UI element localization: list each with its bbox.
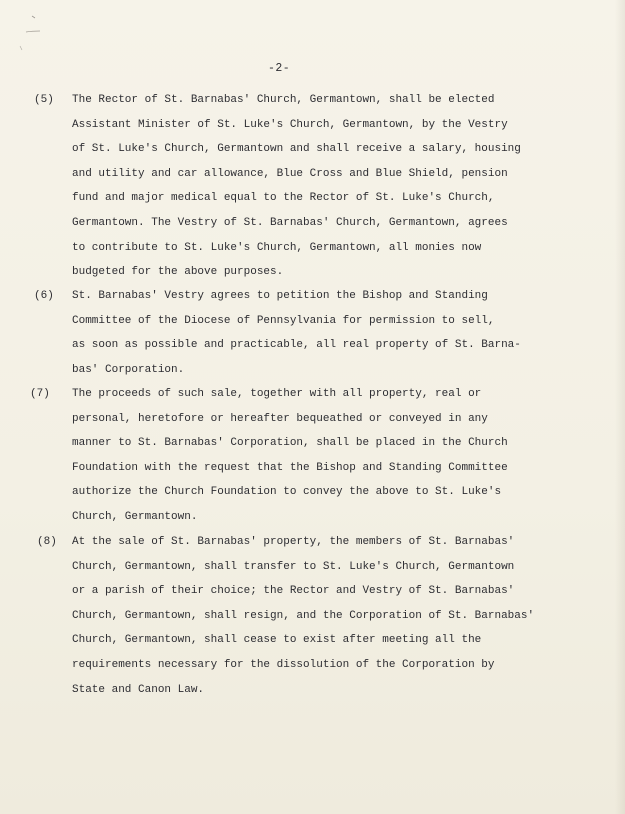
page-number: -2- bbox=[268, 62, 291, 75]
clause-line: manner to St. Barnabas' Corporation, shall be placed in the Church bbox=[72, 437, 508, 450]
clause-line: The proceeds of such sale, together with all property, real or bbox=[72, 388, 482, 400]
clause-line: as soon as possible and practicable, all real property of St. Barna- bbox=[72, 339, 521, 352]
clause-line: budgeted for the above purposes. bbox=[72, 266, 284, 279]
clause-number: (8) bbox=[37, 536, 57, 548]
clause-line: and utility and car allowance, Blue Cross and Blue Shield, pension bbox=[72, 167, 508, 180]
clause-line: requirements necessary for the dissolution of the Corporation by bbox=[72, 659, 495, 671]
clause-line: Committee of the Diocese of Pennsylvania for permission to sell, bbox=[72, 314, 495, 327]
clause-line: Church, Germantown. bbox=[72, 511, 198, 523]
clause-line: Assistant Minister of St. Luke's Church, Germantown, by the Vestry bbox=[72, 118, 508, 131]
clause-line: The Rector of St. Barnabas' Church, Germantown, shall be elected bbox=[72, 94, 495, 106]
clause-line: Germantown. The Vestry of St. Barnabas' Church, Germantown, agrees bbox=[72, 217, 508, 229]
clause-number: (7) bbox=[30, 388, 50, 400]
clause-6 bbox=[34, 284, 602, 383]
clause-line: Church, Germantown, shall transfer to St. Luke's Church, Germantown bbox=[72, 560, 515, 573]
clause-line: At the sale of St. Barnabas' property, the members of St. Barnabas' bbox=[72, 536, 515, 548]
clause-line: Foundation with the request that the Bishop and Standing Committee bbox=[72, 461, 508, 474]
clause-7 bbox=[30, 382, 602, 530]
clause-number: (6) bbox=[34, 290, 54, 302]
clause-line: Church, Germantown, shall resign, and the Corporation of St. Barnabas' bbox=[72, 609, 535, 622]
clause-8 bbox=[37, 530, 617, 702]
clause-line: Church, Germantown, shall cease to exist after meeting all the bbox=[72, 634, 482, 647]
clause-5 bbox=[34, 88, 602, 285]
clause-line: fund and major medical equal to the Rector of St. Luke's Church, bbox=[72, 192, 495, 205]
clause-line: to contribute to St. Luke's Church, Germantown, all monies now bbox=[72, 241, 482, 254]
clause-number: (5) bbox=[34, 94, 54, 106]
clause-line: or a parish of their choice; the Rector and Vestry of St. Barnabas' bbox=[72, 585, 515, 598]
clause-line: State and Canon Law. bbox=[72, 683, 205, 696]
clause-line: bas' Corporation. bbox=[72, 363, 185, 376]
pencil-marks bbox=[18, 10, 58, 60]
clause-line: authorize the Church Foundation to convey the above to St. Luke's bbox=[72, 486, 502, 499]
clause-line: of St. Luke's Church, Germantown and shall receive a salary, housing bbox=[72, 143, 521, 156]
clause-line: personal, heretofore or hereafter bequeathed or conveyed in any bbox=[72, 412, 488, 425]
clause-line: St. Barnabas' Vestry agrees to petition the Bishop and Standing bbox=[72, 290, 488, 302]
